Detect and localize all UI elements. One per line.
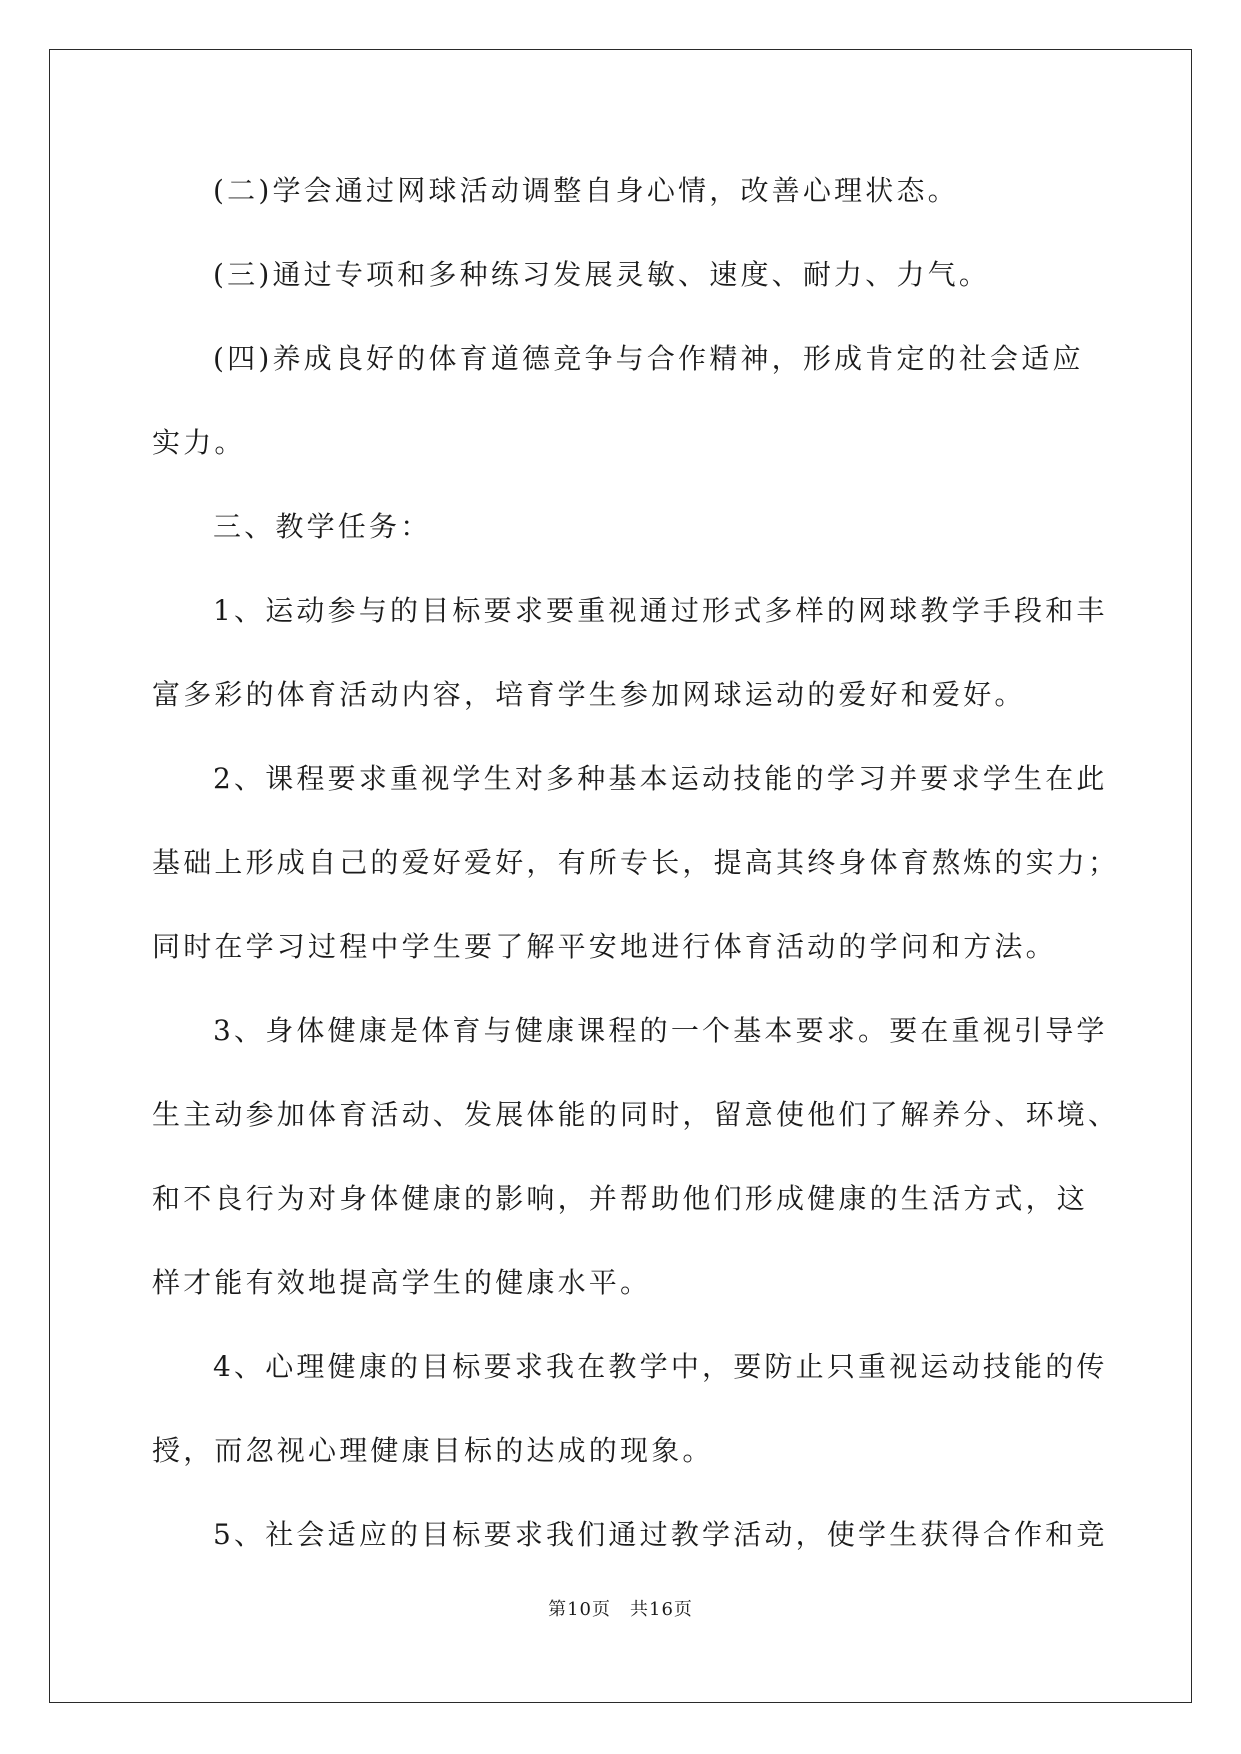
paragraph-line: 基础上形成自己的爱好爱好，有所专长，提高其终身体育熬炼的实力； <box>152 846 1120 879</box>
paragraph-line: 和不良行为对身体健康的影响，并帮助他们形成健康的生活方式，这 <box>152 1182 1089 1215</box>
paragraph-line: (二)学会通过网球活动调整自身心情，改善心理状态。 <box>213 174 959 207</box>
paragraph-line: 富多彩的体育活动内容，培育学生参加网球运动的爱好和爱好。 <box>152 678 1026 711</box>
paragraph-line: 授，而忽视心理健康目标的达成的现象。 <box>152 1434 714 1467</box>
paragraph-line: 样才能有效地提高学生的健康水平。 <box>152 1266 652 1299</box>
page-number-footer: 第10页 共16页 <box>548 1599 693 1620</box>
section-heading: 三、教学任务： <box>213 510 432 543</box>
paragraph-line: 生主动参加体育活动、发展体能的同时，留意使他们了解养分、环境、 <box>152 1098 1120 1131</box>
paragraph-line: 1、运动参与的目标要求要重视通过形式多样的网球教学手段和丰 <box>213 594 1108 627</box>
paragraph-line: 5、社会适应的目标要求我们通过教学活动，使学生获得合作和竞 <box>213 1518 1108 1551</box>
paragraph-line: 4、心理健康的目标要求我在教学中，要防止只重视运动技能的传 <box>213 1350 1108 1383</box>
paragraph-line: (四)养成良好的体育道德竞争与合作精神，形成肯定的社会适应 <box>213 342 1084 375</box>
paragraph-line: (三)通过专项和多种练习发展灵敏、速度、耐力、力气。 <box>213 258 991 291</box>
paragraph-line: 实力。 <box>152 426 246 459</box>
paragraph-line: 同时在学习过程中学生要了解平安地进行体育活动的学问和方法。 <box>152 930 1057 963</box>
paragraph-line: 2、课程要求重视学生对多种基本运动技能的学习并要求学生在此 <box>213 762 1108 795</box>
paragraph-line: 3、身体健康是体育与健康课程的一个基本要求。要在重视引导学 <box>213 1014 1108 1047</box>
